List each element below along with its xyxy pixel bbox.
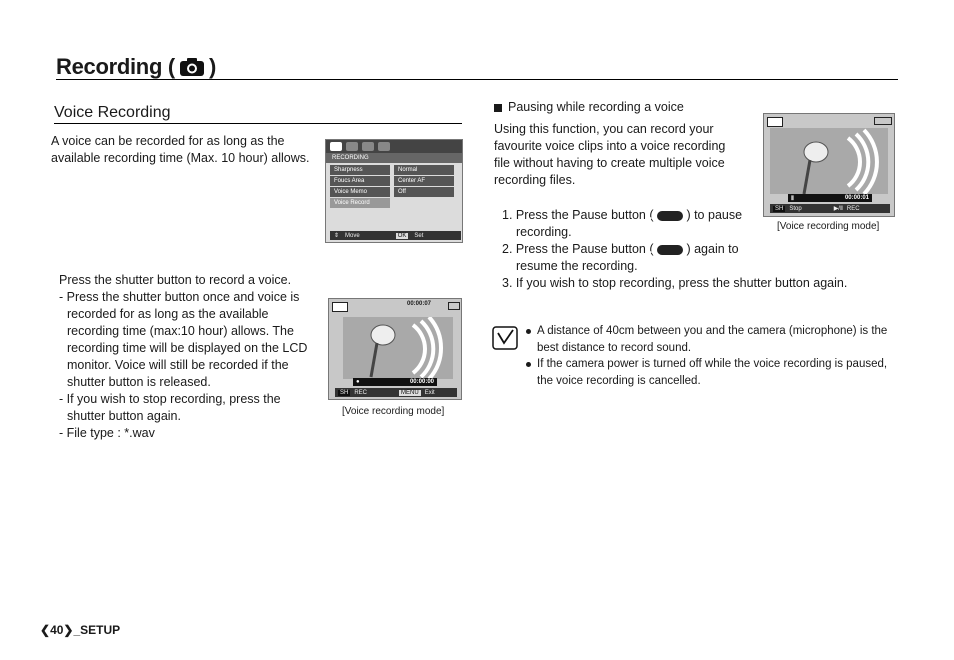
record-progress-bar <box>788 194 872 202</box>
step-2-text-a: 2. Press the Pause button ( <box>502 242 654 256</box>
rec-label: REC <box>846 205 860 212</box>
section-divider <box>54 123 462 124</box>
step-1-text-b: ) to pause recording. <box>516 208 743 239</box>
pause-steps <box>498 207 858 292</box>
record-progress-bar <box>353 378 437 386</box>
footer-section: _SETUP <box>73 623 121 637</box>
progress-time: 00:00:00 <box>409 379 434 385</box>
square-bullet-icon <box>494 104 502 112</box>
menu-row-focus-area[interactable]: Foucs Area <box>330 176 390 186</box>
sound-tab-icon <box>346 142 358 151</box>
menu-tab-label: RECORDING <box>326 153 462 163</box>
settings-tab-icon <box>378 142 390 151</box>
screen1-caption: [Voice recording mode] <box>342 406 445 417</box>
menu-value-focus-area: Center AF <box>394 176 454 186</box>
pause-step-3: 3. If you wish to stop recording, press the shutter button again. <box>502 276 848 290</box>
footer-ok-key: OK <box>397 232 407 239</box>
page-number: 40 <box>50 623 64 637</box>
note-item-text: A distance of 40cm between you and the camera (microphone) is the best distance to record sound. <box>537 325 888 354</box>
rec-label: REC <box>354 389 368 396</box>
exit-label: Exit <box>424 389 435 396</box>
voice-mode-icon <box>767 117 783 127</box>
play-pause-key-icon: ▶/Ⅱ <box>833 206 843 212</box>
camera-tab-icon <box>330 142 342 151</box>
pause-heading <box>494 99 684 116</box>
menu-tab-bar <box>326 140 462 153</box>
page-bracket-left: ❮ <box>40 623 51 637</box>
move-arrows-icon: ⇕ <box>334 233 340 239</box>
screen2-caption: [Voice recording mode] <box>777 221 880 232</box>
page-title <box>56 54 216 80</box>
section-title: Voice Recording <box>54 104 171 121</box>
note-list <box>526 323 904 389</box>
pause-body: Using this function, you can record your favourite voice clips into a voice recording file without having to create multiple voice recording files. <box>494 122 726 187</box>
note-item <box>526 356 904 389</box>
microphone-icon <box>343 317 453 379</box>
intro-text: A voice can be recorded for as long as the available recording time (Max. 10 hour) allows. <box>51 134 310 165</box>
step-2-text-b: ) again to resume the recording. <box>516 242 739 273</box>
page-title-text: Recording ( <box>56 54 175 79</box>
pause-heading-text: Pausing while recording a voice <box>508 100 684 114</box>
voice-record-screen <box>328 298 462 400</box>
display-tab-icon <box>362 142 374 151</box>
page-bracket-right: ❯ <box>63 623 74 637</box>
shutter-lead: Press the shutter button to record a voice. <box>59 273 292 287</box>
paused-record-screen <box>763 113 895 217</box>
pause-step-2 <box>498 241 766 275</box>
menu-row-voice-record[interactable]: Voice Record <box>330 198 390 208</box>
shutter-key: SH <box>340 389 349 396</box>
progress-time: 00:00:01 <box>844 195 869 201</box>
elapsed-time: 00:00:07 <box>407 301 432 307</box>
pause-mark-icon: Ⅱ <box>791 195 794 202</box>
page-title-close: ) <box>208 54 216 79</box>
battery-icon <box>874 117 892 125</box>
menu-key: MENU <box>401 389 419 396</box>
menu-footer <box>330 231 461 240</box>
title-divider <box>56 79 898 80</box>
step-1-text-a: 1. Press the Pause button ( <box>502 208 654 222</box>
shutter-list <box>59 289 309 442</box>
pause-step-1 <box>498 207 766 241</box>
shutter-item: - File type : *.wav <box>59 426 155 440</box>
footer-move: Move <box>345 232 360 239</box>
bullet-icon <box>526 362 531 367</box>
paused-screen-footer <box>770 204 890 213</box>
voice-mode-icon <box>332 302 348 312</box>
menu-row-voice-memo[interactable]: Voice Memo <box>330 187 390 197</box>
record-screen-footer <box>335 388 457 397</box>
stop-label: Stop <box>789 205 802 212</box>
page-footer <box>40 623 120 637</box>
note-item-text: If the camera power is turned off while the voice recording is paused, the voice recording is cancelled. <box>537 358 888 387</box>
menu-screen <box>325 139 463 243</box>
note-icon <box>492 326 518 350</box>
bullet-icon <box>526 329 531 334</box>
battery-icon <box>448 302 460 310</box>
shutter-item: - Press the shutter button once and voice is recorded for as long as the available recording time (max:10 hour) allows. The recording time will be displayed on the LCD monitor. Voice will still be recorded if the shutter button is released. <box>59 290 308 389</box>
note-item <box>526 323 904 356</box>
shutter-key: SH <box>775 205 784 212</box>
play-pause-button-icon <box>657 245 683 255</box>
footer-set: Set <box>414 232 424 239</box>
camera-icon <box>179 57 205 77</box>
shutter-item: - If you wish to stop recording, press the shutter button again. <box>59 392 281 423</box>
record-dot-icon: ● <box>356 379 360 385</box>
menu-value-voice-memo: Off <box>394 187 454 197</box>
menu-row-sharpness[interactable]: Sharpness <box>330 165 390 175</box>
menu-value-sharpness: Normal <box>394 165 454 175</box>
play-pause-button-icon <box>657 211 683 221</box>
microphone-icon <box>770 128 888 194</box>
